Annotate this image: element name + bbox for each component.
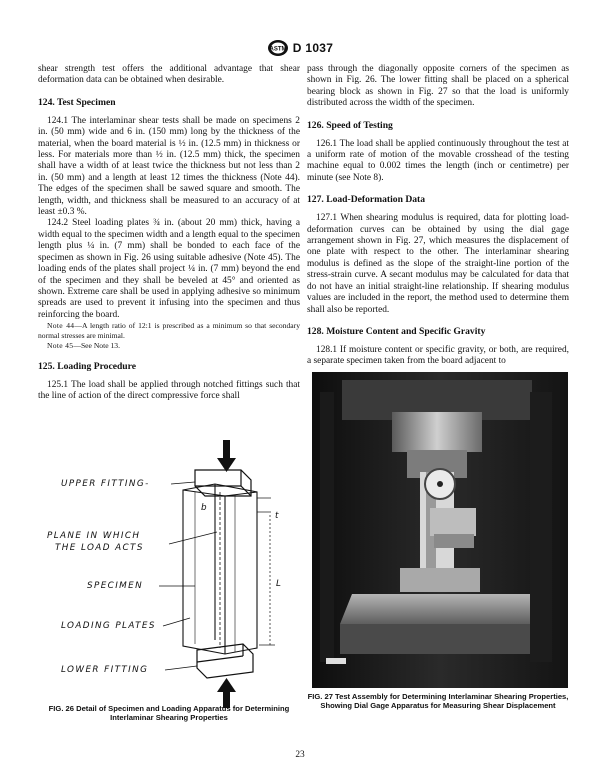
label-loading-plates: LOADING PLATES: [61, 621, 156, 631]
right-column: [307, 64, 569, 368]
paragraph-125-1: 125.1 The load shall be applied through notched fittings such that the line of action of the direct compressive force shall: [38, 379, 300, 401]
leader-lines: [159, 482, 217, 670]
paragraph-124-2: 124.2 Steel loading plates ¾ in. (about 20 mm) thick, having a width equal to the specimen width and a length equal to the specimen length plus ¼ in. (7 mm) shall be bonded to each face of the specimen as shown in Fig. 26 using suitable adhesive (Note 45). The loading ends of the plates shall project ¼ in. (7 mm) beyond the end of the specimen and they shall be beveled at 45° and oriented as shown. Extreme care shall be used in applying adhesive so minimum spreads are used to prevent it infusing into the specimen and thus reinforcing the board.: [38, 218, 300, 320]
note-45: [38, 341, 300, 351]
paragraph-126-1: 126.1 The load shall be applied continuously throughout the test at a uniform rate of motion of the movable crosshead of the testing machine equal to 0.002 times the length (inch or centimetre) per minute (see Note 8).: [307, 138, 569, 183]
standard-code: D 1037: [292, 41, 334, 55]
paragraph-continuation-right: pass through the diagonally opposite corners of the specimen as shown in Fig. 26. The lower fitting shall be placed on a spherical bearing block as shown in Fig. 27 so that the load is uniformly distributed across the width of the specimen.: [307, 64, 569, 109]
section-124-title: 124. Test Specimen: [38, 96, 116, 108]
section-126-title: 126. Speed of Testing: [307, 119, 393, 131]
label-l: L: [276, 579, 283, 589]
section-125-title: 125. Loading Procedure: [38, 360, 136, 372]
label-lower-fitting: LOWER FITTING: [61, 665, 149, 675]
paragraph-127-1: 127.1 When shearing modulus is required, data for plotting load-deformation curves can be obtained by using the dial gage arrangement shown in Fig. 27, which measures the displacement of one plate with respect to the other. The interlaminar shearing modulus is defined as the slope of the straight-line portion of the stress-strain curve. A secant modulus may be calculated for data that do not have an initial straight-line relationship. If shearing modulus values are included in the report, the method used to determine them shall also be reported.: [307, 213, 569, 315]
astm-logo-icon: [267, 39, 289, 57]
test-assembly-photo: [312, 372, 568, 688]
paragraph-continuation: shear strength test offers the additional advantage that shear deformation data can be obtained when desirable.: [38, 64, 300, 86]
label-specimen: SPECIMEN: [87, 581, 144, 591]
figure-26-diagram: [45, 440, 303, 708]
paragraph-124-1: 124.1 The interlaminar shear tests shall be made on specimens 2 in. (50 mm) wide and 6 in. (150 mm) long by the thickness of the material, when the board material is ½ in. (12.5 mm) in thickness or less. For materials more than ½ in. (12.5 mm) thick, the specimen shall have a width of at least twice the thickness but not less than 2 in. (50 mm) and a length at least 12 times the thickness (Note 44). The edges of the specimen shall be sawed square and smooth. The length, width, and thickness shall be measured to an accuracy of at least ±0.3 %.: [38, 115, 300, 218]
label-b: b: [201, 503, 208, 513]
svg-text:ASTM: ASTM: [269, 46, 287, 53]
label-plane-line2: THE LOAD ACTS: [55, 543, 144, 553]
section-128-title: 128. Moisture Content and Specific Gravity: [307, 325, 486, 337]
note-44: [38, 321, 300, 341]
label-t: t: [275, 511, 280, 521]
section-127-title: 127. Load-Deformation Data: [307, 194, 426, 206]
test-assembly-photo-drawing: [312, 372, 568, 688]
dimension-t: [257, 498, 271, 512]
paragraph-128-1: 128.1 If moisture content or specific gravity, or both, are required, a separate specimen taken from the board adjacent to: [307, 344, 569, 367]
note-45-text: —See Note 13.: [73, 340, 120, 350]
top-load-arrow: [217, 440, 236, 472]
note-44-label: Note 44: [47, 321, 75, 331]
dimension-l: [259, 515, 275, 645]
left-column: [38, 64, 300, 402]
page-header: [0, 38, 600, 58]
note-44-text: —A length ratio of 12:1 is prescribed as a minimum so that secondary normal stresses are minimal.: [38, 321, 300, 340]
page-number: 23: [295, 750, 305, 760]
figure-26-caption: FIG. 26 Detail of Specimen and Loading Apparatus for Determining Interlaminar Shearing Properties: [48, 704, 290, 723]
label-upper-fitting: UPPER FITTING-: [61, 479, 150, 489]
label-plane-line1: PLANE IN WHICH: [47, 531, 141, 541]
note-45-label: Note 45: [47, 340, 74, 350]
figure-27-caption: FIG. 27 Test Assembly for Determining Interlaminar Shearing Properties, Showing Dial Gage Apparatus for Measuring Shear Displacement: [307, 692, 569, 711]
upper-fitting-shape: [195, 470, 251, 496]
